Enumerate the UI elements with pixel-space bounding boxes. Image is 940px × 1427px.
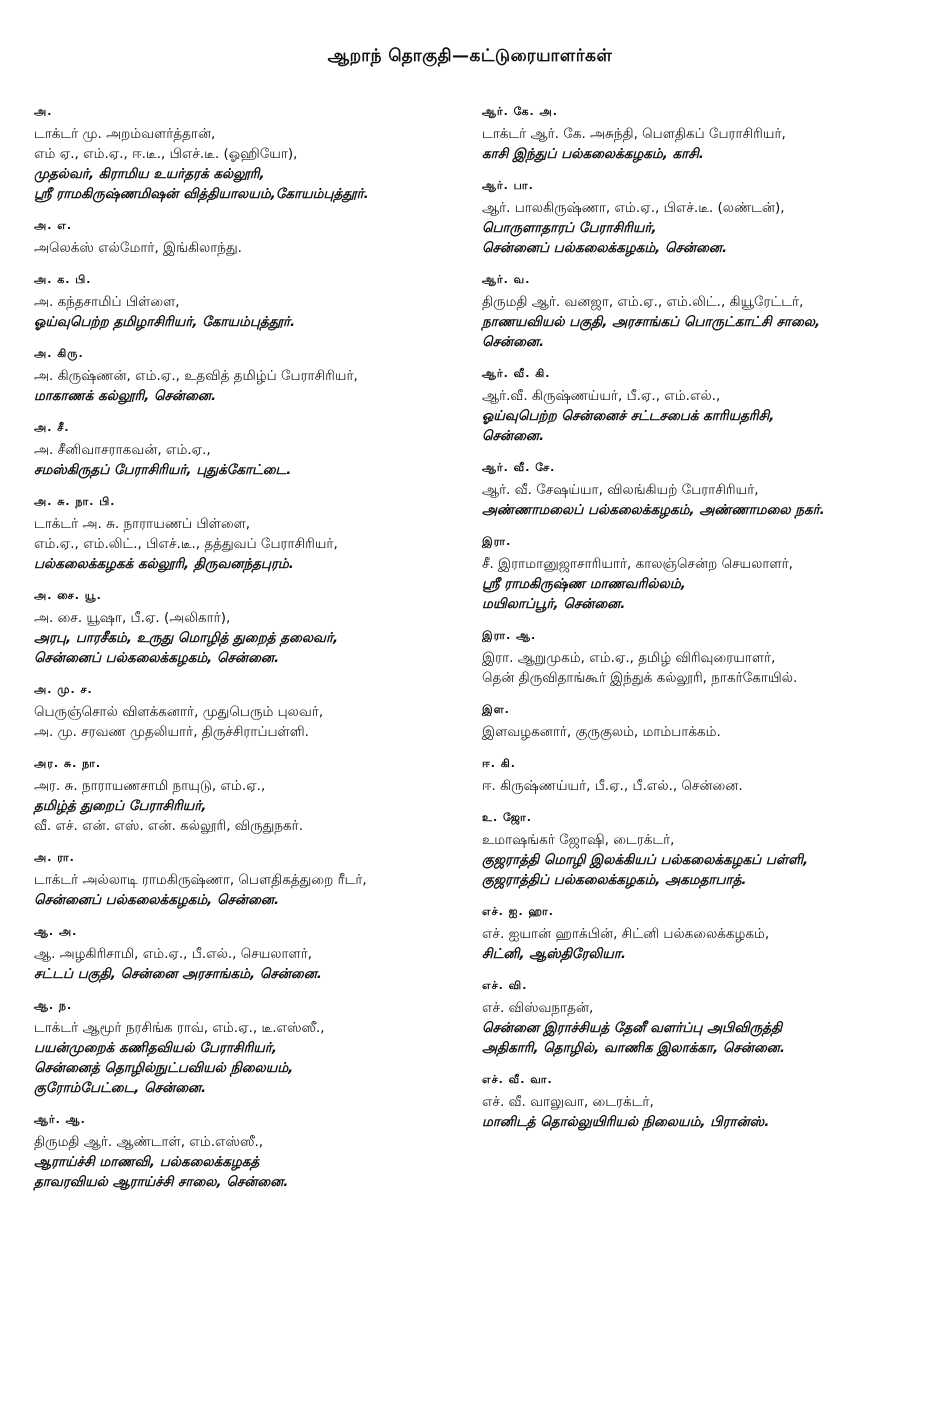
contributor-line: பெருஞ்சொல் விளக்கனார், முதுபெரும் புலவர், bbox=[34, 704, 324, 720]
contributor-line: எம் ஏ., எம்.ஏ., ஈ.டீ., பிஎச்.டீ. (ஓஹியோ), bbox=[34, 146, 298, 162]
contributor-abbreviation: ஆர். வீ. கி. bbox=[482, 367, 551, 380]
contributor-abbreviation: அ. க. பி. bbox=[34, 273, 92, 286]
contributor-abbreviation: இரா. ஆ. bbox=[482, 629, 537, 642]
contributor-line: முதல்வர், கிராமிய உயர்தரக் கல்லூரி, bbox=[34, 166, 265, 182]
contributor-line: ஓய்வுபெற்ற சென்னைச் சட்டசபைக் காரியதரிசி, bbox=[482, 408, 775, 424]
contributor-line: தமிழ்த் துறைப் பேராசிரியர், bbox=[34, 798, 207, 814]
contributor-abbreviation: ஆர். ஆ. bbox=[34, 1113, 86, 1126]
contributor-line: அரபு, பாரசீகம், உருது மொழித் துறைத் தலைவர், bbox=[34, 630, 339, 646]
contributor-entry bbox=[482, 702, 912, 742]
contributor-line: ஸ்ரீ ராமகிருஷ்ணமிஷன் வித்தியாலயம்,கோயம்புத்தூர். bbox=[34, 186, 369, 202]
contributor-abbreviation: அ. மு. ச. bbox=[34, 683, 93, 696]
contributor-line: பயன்முறைக் கணிதவியல் பேராசிரியர், bbox=[34, 1040, 278, 1056]
contributor-entry bbox=[34, 588, 474, 668]
contributor-line: எச். விஸ்வநாதன், bbox=[482, 1000, 594, 1016]
page-title: ஆறாந் தொகுதி—கட்டுரையாளர்கள் bbox=[327, 46, 613, 66]
contributor-entry bbox=[34, 998, 474, 1098]
contributor-abbreviation: அ. கிரு. bbox=[34, 347, 84, 360]
contributor-line: சென்னைப் பல்கலைக்கழகம், சென்னை. bbox=[34, 650, 280, 666]
contributor-line: சட்டப் பகுதி, சென்னை அரசாங்கம், சென்னை. bbox=[34, 966, 322, 982]
contributor-line: ஆர். பாலகிருஷ்ணா, எம்.ஏ., பிஎச்.டீ. (லண்டன்), bbox=[482, 200, 785, 216]
contributor-line: மாகாணக் கல்லூரி, சென்னை. bbox=[34, 388, 217, 404]
contributor-abbreviation: அ. எ. bbox=[34, 219, 72, 232]
contributor-abbreviation: ஆ. அ. bbox=[34, 925, 78, 938]
contributor-line: பல்கலைக்கழகக் கல்லூரி, திருவனந்தபுரம். bbox=[34, 556, 294, 572]
contributor-line: அண்ணாமலைப் பல்கலைக்கழகம், அண்ணாமலை நகர். bbox=[482, 502, 825, 518]
contributor-entry bbox=[34, 924, 474, 984]
contributor-entry bbox=[34, 218, 474, 258]
contributor-entry bbox=[34, 104, 474, 204]
contributor-entry bbox=[482, 178, 912, 258]
contributor-line: ஆர்.வீ. கிருஷ்ணய்யர், பீ.ஏ., எம்.எல்., bbox=[482, 388, 721, 404]
contributor-abbreviation: எச். வி. bbox=[482, 979, 528, 992]
contributor-entry bbox=[482, 628, 912, 688]
contributor-entry bbox=[482, 756, 912, 796]
contributor-entry bbox=[482, 460, 912, 520]
contributor-line: டாக்டர் அ. சு. நாராயணப் பிள்ளை, bbox=[34, 516, 251, 532]
contributor-line: குரோம்பேட்டை, சென்னை. bbox=[34, 1080, 207, 1096]
contributor-line: இரா. ஆறுமுகம், எம்.ஏ., தமிழ் விரிவுரையாளர், bbox=[482, 650, 776, 666]
contributor-abbreviation: ஆர். பா. bbox=[482, 179, 534, 192]
contributor-entry bbox=[34, 272, 474, 332]
contributor-abbreviation: இரா. bbox=[482, 535, 512, 548]
contributor-abbreviation: எச். ஐ. ஹா. bbox=[482, 905, 554, 918]
contributor-line: சீ. இராமானுஜாசாரியார், காலஞ்சென்ற செயலாளர், bbox=[482, 556, 793, 572]
contributor-abbreviation: ஆர். வ. bbox=[482, 273, 531, 286]
contributor-abbreviation: ஆ. ந. bbox=[34, 999, 73, 1012]
contributor-line: சென்னைத் தொழில்நுட்பவியல் நிலையம், bbox=[34, 1060, 294, 1076]
contributor-entry bbox=[482, 534, 912, 614]
contributor-line: நாணயவியல் பகுதி, அரசாங்கப் பொருட்காட்சி சாலை, bbox=[482, 314, 821, 330]
contributor-entry bbox=[34, 756, 474, 836]
contributor-abbreviation: அ. சை. யூ. bbox=[34, 589, 102, 602]
contributors-column-left bbox=[34, 104, 474, 1206]
contributor-line: அ. கந்தசாமிப் பிள்ளை, bbox=[34, 294, 180, 310]
contributor-entry bbox=[34, 682, 474, 742]
contributor-entry bbox=[482, 104, 912, 164]
contributor-line: காசி இந்துப் பல்கலைக்கழகம், காசி. bbox=[482, 146, 704, 162]
contributor-line: எச். ஐயான் ஹாக்பின், சிட்னி பல்கலைக்கழகம், bbox=[482, 926, 770, 942]
contributor-entry bbox=[34, 346, 474, 406]
contributor-abbreviation: ஆர். வீ. சே. bbox=[482, 461, 556, 474]
contributor-abbreviation: அ. bbox=[34, 105, 53, 118]
contributor-line: தென் திருவிதாங்கூர் இந்துக் கல்லூரி, நாகர்கோயில். bbox=[482, 670, 798, 686]
contributor-line: எம்.ஏ., எம்.லிட்., பிஎச்.டீ., தத்துவப் பேராசிரியர், bbox=[34, 536, 338, 552]
contributor-line: சென்னைப் பல்கலைக்கழகம், சென்னை. bbox=[482, 240, 728, 256]
contributor-line: ஆர். வீ. சேஷய்யா, விலங்கியற் பேராசிரியர், bbox=[482, 482, 759, 498]
contributor-line: திருமதி ஆர். ஆண்டாள், எம்.எஸ்ஸீ., bbox=[34, 1134, 264, 1150]
contributor-line: அலெக்ஸ் எல்மோர், இங்கிலாந்து. bbox=[34, 240, 242, 256]
contributor-entry bbox=[34, 1112, 474, 1192]
contributor-entry bbox=[34, 850, 474, 910]
contributor-line: உமாஷங்கர் ஜோஷி, டைரக்டர், bbox=[482, 832, 675, 848]
contributor-line: சமஸ்கிருதப் பேராசிரியர், புதுக்கோட்டை. bbox=[34, 462, 292, 478]
contributor-entry bbox=[482, 904, 912, 964]
contributor-line: சென்னை. bbox=[482, 334, 545, 350]
contributor-entry bbox=[482, 978, 912, 1058]
contributor-line: டாக்டர் மு. அறம்வளர்த்தான், bbox=[34, 126, 216, 142]
contributor-abbreviation: ஆர். கே. அ. bbox=[482, 105, 558, 118]
contributor-line: அ. கிருஷ்ணன், எம்.ஏ., உதவித் தமிழ்ப் பேராசிரியர், bbox=[34, 368, 358, 384]
contributor-line: சென்னை இராச்சியத் தேனீ வளர்ப்பு அபிவிருத்தி bbox=[482, 1020, 783, 1036]
contributor-line: சென்னைப் பல்கலைக்கழகம், சென்னை. bbox=[34, 892, 280, 908]
contributor-line: ஆராய்ச்சி மாணவி, பல்கலைக்கழகத் bbox=[34, 1154, 260, 1170]
contributor-line: ஆ. அழகிரிசாமி, எம்.ஏ., பீ.எல்., செயலாளர், bbox=[34, 946, 313, 962]
contributor-line: மயிலாப்பூர், சென்னை. bbox=[482, 596, 626, 612]
contributor-line: டாக்டர் ஆமூர் நரசிங்க ராவ், எம்.ஏ., டீ.எஸ்ஸீ., bbox=[34, 1020, 325, 1036]
contributor-line: தாவரவியல் ஆராய்ச்சி சாலை, சென்னை. bbox=[34, 1174, 289, 1190]
contributor-entry bbox=[482, 1072, 912, 1132]
contributor-line: குஜராத்தி மொழி இலக்கியப் பல்கலைக்கழகப் பள்ளி, bbox=[482, 852, 809, 868]
contributor-line: அ. மு. சரவண முதலியார், திருச்சிராப்பள்ளி. bbox=[34, 724, 309, 740]
contributor-line: அ. சை. யூஷா, பீ.ஏ. (அலிகார்), bbox=[34, 610, 231, 626]
contributor-line: பொருளாதாரப் பேராசிரியர், bbox=[482, 220, 657, 236]
contributor-abbreviation: ஈ. கி. bbox=[482, 757, 516, 770]
contributors-column-right bbox=[482, 104, 912, 1146]
contributor-abbreviation: அ. சீ. bbox=[34, 421, 70, 434]
contributor-line: மானிடத் தொல்லுயிரியல் நிலையம், பிரான்ஸ். bbox=[482, 1114, 770, 1130]
contributor-line: ஸ்ரீ ராமகிருஷ்ண மாணவரில்லம், bbox=[482, 576, 686, 592]
contributor-line: எச். வீ. வாலுவா, டைரக்டர், bbox=[482, 1094, 654, 1110]
contributor-line: வீ. எச். என். எஸ். என். கல்லூரி, விருதுநகர். bbox=[34, 818, 304, 834]
contributor-line: குஜராத்திப் பல்கலைக்கழகம், அகமதாபாத். bbox=[482, 872, 747, 888]
contributor-line: ஈ. கிருஷ்ணய்யர், பீ.ஏ., பீ.எல்., சென்னை. bbox=[482, 778, 743, 794]
contributor-abbreviation: இள. bbox=[482, 703, 510, 716]
contributor-line: அர. சு. நாராயணசாமி நாயுடு, எம்.ஏ., bbox=[34, 778, 266, 794]
contributor-line: அதிகாரி, தொழில், வாணிக இலாக்கா, சென்னை. bbox=[482, 1040, 785, 1056]
contributor-entry bbox=[34, 494, 474, 574]
contributor-line: இளவழகனார், குருகுலம், மாம்பாக்கம். bbox=[482, 724, 721, 740]
contributor-abbreviation: உ. ஜோ. bbox=[482, 811, 532, 824]
contributor-line: ஓய்வுபெற்ற தமிழாசிரியர், கோயம்புத்தூர். bbox=[34, 314, 296, 330]
contributor-entry bbox=[482, 366, 912, 446]
contributor-abbreviation: அ. ரா. bbox=[34, 851, 75, 864]
contributor-entry bbox=[482, 272, 912, 352]
contributor-abbreviation: எச். வீ. வா. bbox=[482, 1073, 553, 1086]
contributor-line: சிட்னி, ஆஸ்திரேலியா. bbox=[482, 946, 626, 962]
contributor-abbreviation: அ. சு. நா. பி. bbox=[34, 495, 116, 508]
contributor-line: டாக்டர் ஆர். கே. அசுந்தி, பௌதிகப் பேராசிரியர், bbox=[482, 126, 786, 142]
contributor-line: டாக்டர் அல்லாடி ராமகிருஷ்ணா, பௌதிகத்துறை ரீடர், bbox=[34, 872, 367, 888]
contributor-line: திருமதி ஆர். வனஜா, எம்.ஏ., எம்.லிட்., கியூரேட்டர், bbox=[482, 294, 804, 310]
contributor-line: சென்னை. bbox=[482, 428, 545, 444]
contributor-entry bbox=[34, 420, 474, 480]
contributor-abbreviation: அர. சு. நா. bbox=[34, 757, 102, 770]
contributor-entry bbox=[482, 810, 912, 890]
contributor-line: அ. சீனிவாசராகவன், எம்.ஏ., bbox=[34, 442, 211, 458]
